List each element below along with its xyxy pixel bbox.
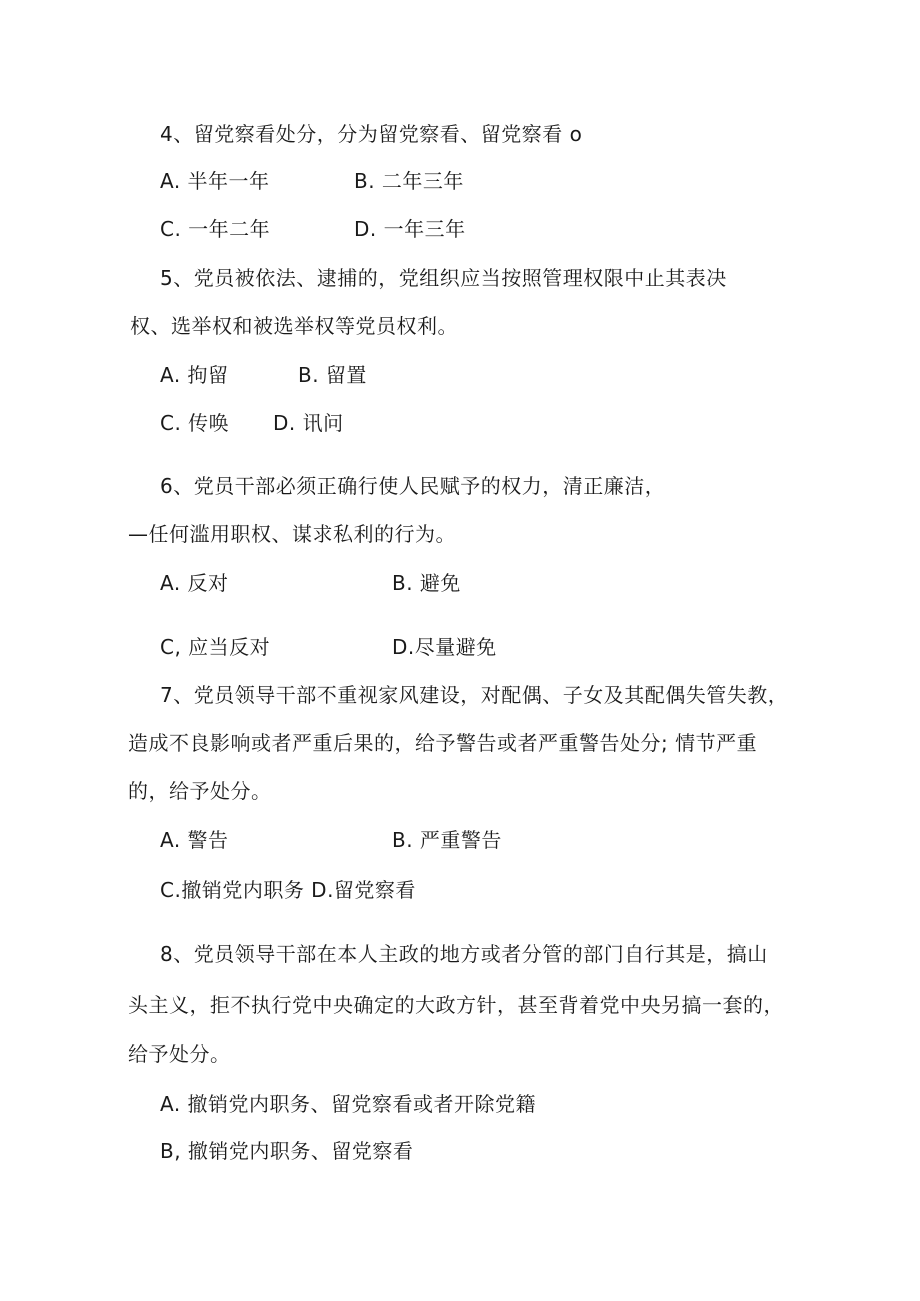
question-7-option-a: A. 警告 (160, 828, 229, 852)
question-4-stem: 4、留党察看处分，分为留党察看、留党察看 o (160, 122, 583, 146)
question-4-option-b: B. 二年三年 (354, 169, 464, 193)
question-6-stem-line-2: —任何滥用职权、谋求私利的行为。 (128, 522, 456, 546)
question-8-stem-line-2: 头主义，拒不执行党中央确定的大政方针，甚至背着党中央另搞一套的， (128, 993, 784, 1017)
question-7-option-cd: C.撤销党内职务 D.留党察看 (160, 878, 416, 902)
question-6-option-a: A. 反对 (160, 571, 229, 595)
question-7-option-b: B. 严重警告 (392, 828, 502, 852)
question-5-stem-line-1: 5、党员被依法、逮捕的，党组织应当按照管理权限中止其表决 (160, 266, 727, 290)
question-6-stem-line-1: 6、党员干部必须正确行使人民赋予的权力，清正廉洁， (160, 474, 666, 498)
question-7-stem-line-3: 的，给予处分。 (128, 779, 272, 803)
question-4-option-a: A. 半年一年 (160, 169, 270, 193)
question-5-option-a: A. 拘留 (160, 363, 229, 387)
question-5-option-d: D. 讯问 (273, 411, 344, 435)
question-5-option-c: C. 传唤 (160, 411, 230, 435)
question-8-stem-line-3: 给予处分。 (128, 1042, 231, 1066)
question-8-stem-line-1: 8、党员领导干部在本人主政的地方或者分管的部门自行其是，搞山 (160, 942, 768, 966)
question-8-option-a: A. 撤销党内职务、留党察看或者开除党籍 (160, 1092, 537, 1116)
question-7-stem-line-1: 7、党员领导干部不重视家风建设，对配偶、子女及其配偶失管失教， (160, 683, 789, 707)
question-6-option-b: B. 避免 (392, 571, 461, 595)
question-5-option-b: B. 留置 (298, 363, 367, 387)
question-4-option-d: D. 一年三年 (354, 217, 466, 241)
question-5-stem-line-2: 权、选举权和被选举权等党员权利。 (130, 314, 458, 338)
question-4-option-c: C. 一年二年 (160, 217, 271, 241)
question-6-option-d: D.尽量避免 (392, 635, 497, 659)
question-7-stem-line-2: 造成不良影响或者严重后果的，给予警告或者严重警告处分; 情节严重 (128, 731, 758, 755)
question-8-option-b: B, 撤销党内职务、留党察看 (160, 1139, 414, 1163)
question-6-option-c: C, 应当反对 (160, 635, 271, 659)
